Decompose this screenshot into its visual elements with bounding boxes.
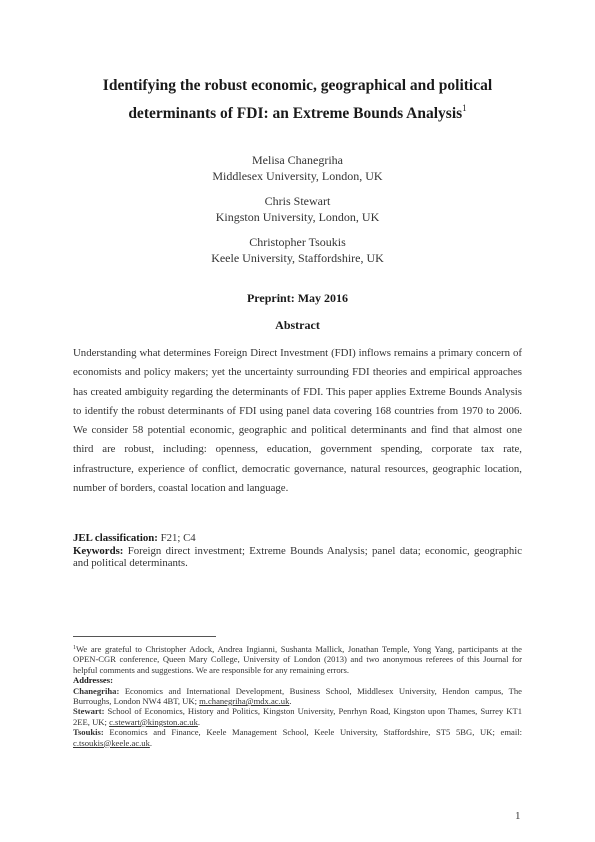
abstract-text: Understanding what determines Foreign Direct Investment (FDI) inflows remains a primary concern of economists and policy makers; yet the uncertainty surrounding FDI theories and empirical approaches has created ambiguity regarding the determinants of FDI. This paper applies Extreme Bounds Analysis to identify the robust determinants of FDI using panel data covering 168 countries from 1970 to 2006. We consider 58 potential economic, geographic and political determinants and find that almost one third are robust, including: openness, education, government spending, corporate tax rate, infrastructure, experience of conflict, democratic governance, natural resources, geographic location, number of borders, coastal location and language.: [73, 347, 522, 495]
footnote: [73, 643, 522, 748]
email-link[interactable]: c.stewart@kingston.ac.uk: [109, 716, 198, 727]
preprint-date: Preprint: May 2016: [246, 291, 349, 305]
email-link[interactable]: m.chanegriha@mdx.ac.uk: [199, 696, 290, 707]
address-stewart: [73, 706, 522, 727]
author-affiliation: Middlesex University, London, UK: [212, 168, 383, 183]
address-name: Tsoukis:: [73, 727, 104, 738]
author-affiliation: Kingston University, London, UK: [215, 209, 380, 224]
title-footnote-mark: 1: [462, 103, 467, 113]
addresses-label: Addresses:: [73, 675, 113, 686]
address-tsoukis: [73, 727, 522, 748]
author-block-1: [0, 153, 595, 184]
title-line-2-text: determinants of FDI: an Extreme Bounds Analysis: [128, 105, 463, 122]
address-text: Economics and International Development, Business School, Middlesex University, Hendon campus, The Burroughs, London NW4 4BT, UK;: [73, 685, 522, 707]
address-end: .: [149, 737, 153, 748]
paper-title: [60, 74, 535, 125]
address-name: Stewart:: [73, 706, 105, 717]
email-link[interactable]: c.tsoukis@keele.ac.uk: [73, 737, 150, 748]
footnote-mark: 1: [73, 645, 76, 651]
keywords: [73, 545, 522, 570]
address-name: Chanegriha:: [73, 685, 120, 696]
address-text: School of Economics, History and Politics, Kingston University, Penrhyn Road, Kingston upon Thames, Surrey KT1 2EE, UK;: [73, 706, 522, 727]
keywords-value: Foreign direct investment; Extreme Bounds Analysis; panel data; economic, geographic and political determinants.: [73, 544, 523, 569]
classification-block: [73, 532, 522, 570]
author-block-2: [0, 194, 595, 225]
title-line-2: [60, 97, 535, 125]
author-affiliation: Keele University, Staffordshire, UK: [211, 250, 384, 265]
acknowledgement-text: We are grateful to Christopher Adock, Andrea Ingianni, Sushanta Mallick, Jonathan Temple, Yong Yang, participants at the OPEN-CGR conference, Queen Mary College, University of London (2013) and two anonymous referees of this Journal for helpful comments and suggestions. We are responsible for any remaining errors.: [73, 644, 522, 675]
author-name: Chris Stewart: [264, 194, 331, 208]
address-text: Economics and Finance, Keele Management School, Keele University, Staffordshire, ST5 5BG, UK; email:: [109, 727, 522, 738]
author-block-3: [0, 235, 595, 266]
author-name: Christopher Tsoukis: [249, 235, 346, 249]
address-chanegriha: [73, 686, 522, 707]
author-name: Melisa Chanegriha: [252, 153, 343, 167]
jel-label: JEL classification:: [73, 532, 158, 544]
abstract-heading: Abstract: [275, 318, 320, 332]
title-line-1: Identifying the robust economic, geographical and political: [102, 77, 493, 94]
footnote-divider: [73, 636, 216, 637]
keywords-label: Keywords:: [73, 544, 124, 557]
acknowledgement: [73, 643, 522, 675]
address-end: .: [289, 696, 292, 707]
jel-classification: [73, 532, 522, 545]
jel-value: F21; C4: [160, 532, 196, 544]
address-end: .: [197, 716, 201, 727]
page-number: 1: [515, 810, 521, 822]
